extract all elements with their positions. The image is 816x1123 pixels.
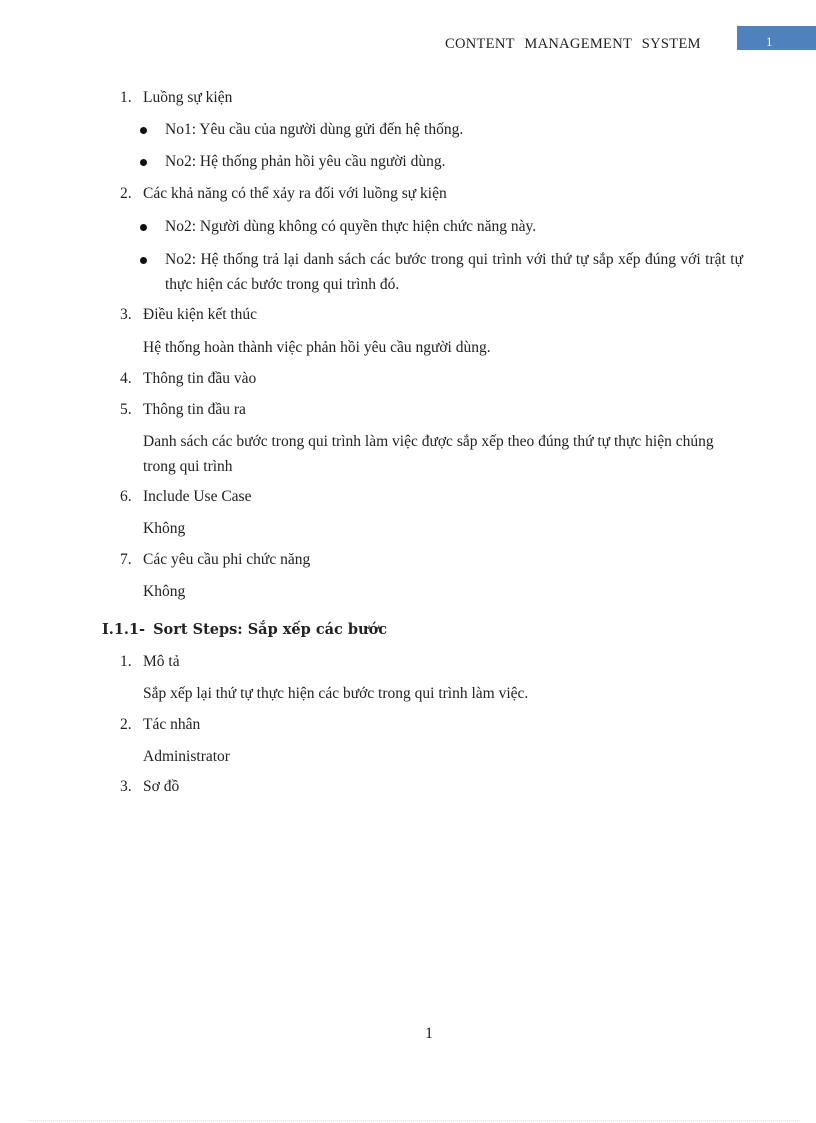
item-number: 3. — [120, 306, 132, 323]
item-title: Include Use Case — [143, 488, 252, 505]
page-bottom-divider — [28, 1120, 800, 1121]
bullet-icon — [140, 224, 147, 231]
item-number: 1. — [120, 89, 132, 106]
item-number: 1. — [120, 653, 132, 670]
footer-page-number: 1 — [425, 1025, 433, 1042]
item-number: 2. — [120, 716, 132, 733]
item-title: Sơ đồ — [143, 778, 180, 795]
item-body: Không — [143, 520, 186, 537]
item-number: 2. — [120, 185, 132, 202]
item-title: Các khả năng có thể xảy ra đối với luồng sự kiện — [143, 185, 447, 202]
item-number: 4. — [120, 370, 132, 387]
header-page-number: 1 — [766, 34, 773, 49]
item-body: Administrator — [143, 748, 230, 765]
item-number: 6. — [120, 488, 132, 505]
item-number: 5. — [120, 401, 132, 418]
bullet-text: No2: Hệ thống trả lại danh sách các bước trong qui trình với thứ tự sắp xếp đúng với trật tự thực hiện các bước trong qui trình đó. — [165, 251, 743, 293]
item-title: Tác nhân — [143, 716, 201, 733]
item-title: Mô tả — [143, 653, 180, 670]
item-body: Sắp xếp lại thứ tự thực hiện các bước trong qui trình làm việc. — [143, 685, 529, 702]
item-body: Không — [143, 583, 186, 600]
bullet-text: No2: Người dùng không có quyền thực hiện chức năng này. — [165, 218, 537, 235]
item-title: Luồng sự kiện — [143, 89, 233, 106]
item-title: Thông tin đầu vào — [143, 370, 257, 387]
section-title: Sort Steps: Sắp xếp các bước — [153, 621, 388, 638]
bullet-text: No2: Hệ thống phản hồi yêu cầu người dùng. — [165, 153, 446, 170]
item-number: 7. — [120, 551, 132, 568]
section-heading — [102, 621, 387, 638]
item-title: Điều kiện kết thúc — [143, 306, 258, 323]
item-title: Thông tin đầu ra — [143, 401, 246, 418]
bullet-icon — [140, 257, 147, 264]
bullet-icon — [140, 127, 147, 134]
item-number: 3. — [120, 778, 132, 795]
bullet-icon — [140, 159, 147, 166]
header-page-badge — [737, 26, 816, 50]
item-body: Hệ thống hoàn thành việc phản hồi yêu cầu người dùng. — [143, 339, 491, 356]
bullet-text: No1: Yêu cầu của người dùng gửi đến hệ thống. — [165, 121, 464, 138]
section-number: I.1.1- — [102, 621, 146, 638]
item-body: Danh sách các bước trong qui trình làm việc được sắp xếp theo đúng thứ tự thực hiện chúng trong qui trình — [143, 433, 714, 475]
header-title: CONTENT MANAGEMENT SYSTEM — [445, 36, 701, 52]
item-title: Các yêu cầu phi chức năng — [143, 551, 311, 568]
